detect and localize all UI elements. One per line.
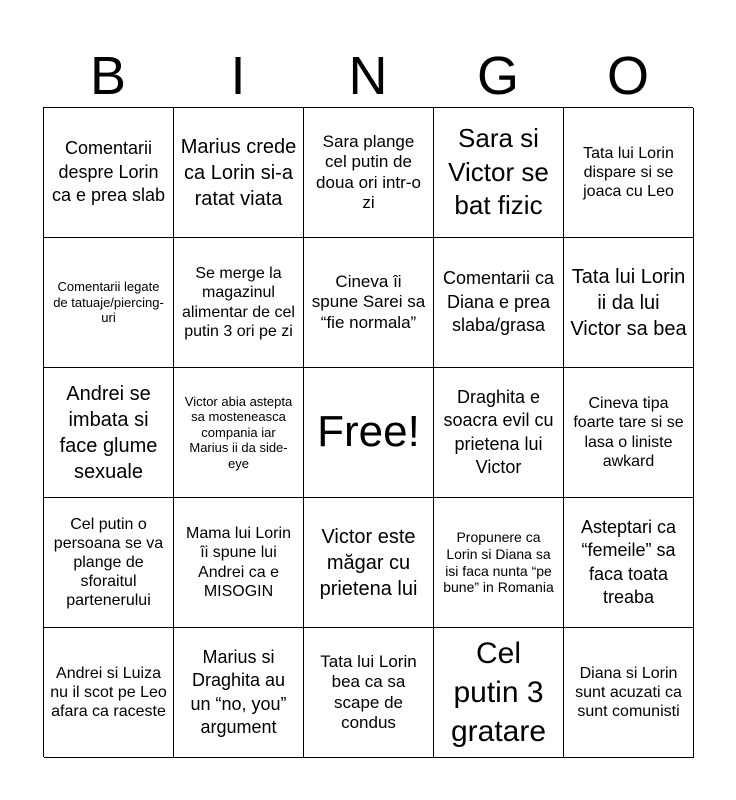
bingo-cell: Se merge la magazinul alimentar de cel putin 3 ori pe zi [174, 238, 304, 368]
bingo-cell: Comentarii ca Diana e prea slaba/grasa [434, 238, 564, 368]
free-space: Free! [304, 368, 434, 498]
bingo-cell: Sara si Victor se bat fizic [434, 108, 564, 238]
bingo-cell: Marius si Draghita au un “no, you” argument [174, 628, 304, 758]
bingo-cell: Cineva îi spune Sarei sa “fie normala” [304, 238, 434, 368]
bingo-cell: Mama lui Lorin îi spune lui Andrei ca e MISOGIN [174, 498, 304, 628]
header-letter-i: I [230, 46, 246, 106]
bingo-cell: Comentarii despre Lorin ca e prea slab [44, 108, 174, 238]
bingo-cell: Cel putin o persoana se va plange de sforaitul partenerului [44, 498, 174, 628]
bingo-cell: Tata lui Lorin ii da lui Victor sa bea [564, 238, 694, 368]
bingo-cell: Cineva tipa foarte tare si se lasa o liniste awkard [564, 368, 694, 498]
bingo-cell: Victor este măgar cu prietena lui [304, 498, 434, 628]
header-letter-g: G [476, 46, 519, 106]
bingo-cell: Sara plange cel putin de doua ori intr-o zi [304, 108, 434, 238]
bingo-cell: Diana si Lorin sunt acuzati ca sunt comunisti [564, 628, 694, 758]
bingo-cell: Victor abia astepta sa mosteneasca compania iar Marius ii da side-eye [174, 368, 304, 498]
bingo-cell: Comentarii legate de tatuaje/piercing-uri [44, 238, 174, 368]
bingo-cell: Tata lui Lorin dispare si se joaca cu Leo [564, 108, 694, 238]
bingo-cell: Tata lui Lorin bea ca sa scape de condus [304, 628, 434, 758]
bingo-header [43, 44, 693, 108]
bingo-cell: Asteptari ca “femeile” sa faca toata treaba [564, 498, 694, 628]
bingo-cell: Andrei se imbata si face glume sexuale [44, 368, 174, 498]
header-letter-n: N [348, 46, 388, 106]
bingo-cell: Propunere ca Lorin si Diana sa isi faca nunta “pe bune” in Romania [434, 498, 564, 628]
bingo-cell: Andrei si Luiza nu il scot pe Leo afara ca raceste [44, 628, 174, 758]
bingo-cell: Draghita e soacra evil cu prietena lui Victor [434, 368, 564, 498]
bingo-cell: Cel putin 3 gratare [434, 628, 564, 758]
bingo-grid [43, 107, 693, 757]
bingo-cell: Marius crede ca Lorin si-a ratat viata [174, 108, 304, 238]
header-letter-b: B [89, 46, 127, 106]
header-letter-o: O [606, 46, 649, 106]
